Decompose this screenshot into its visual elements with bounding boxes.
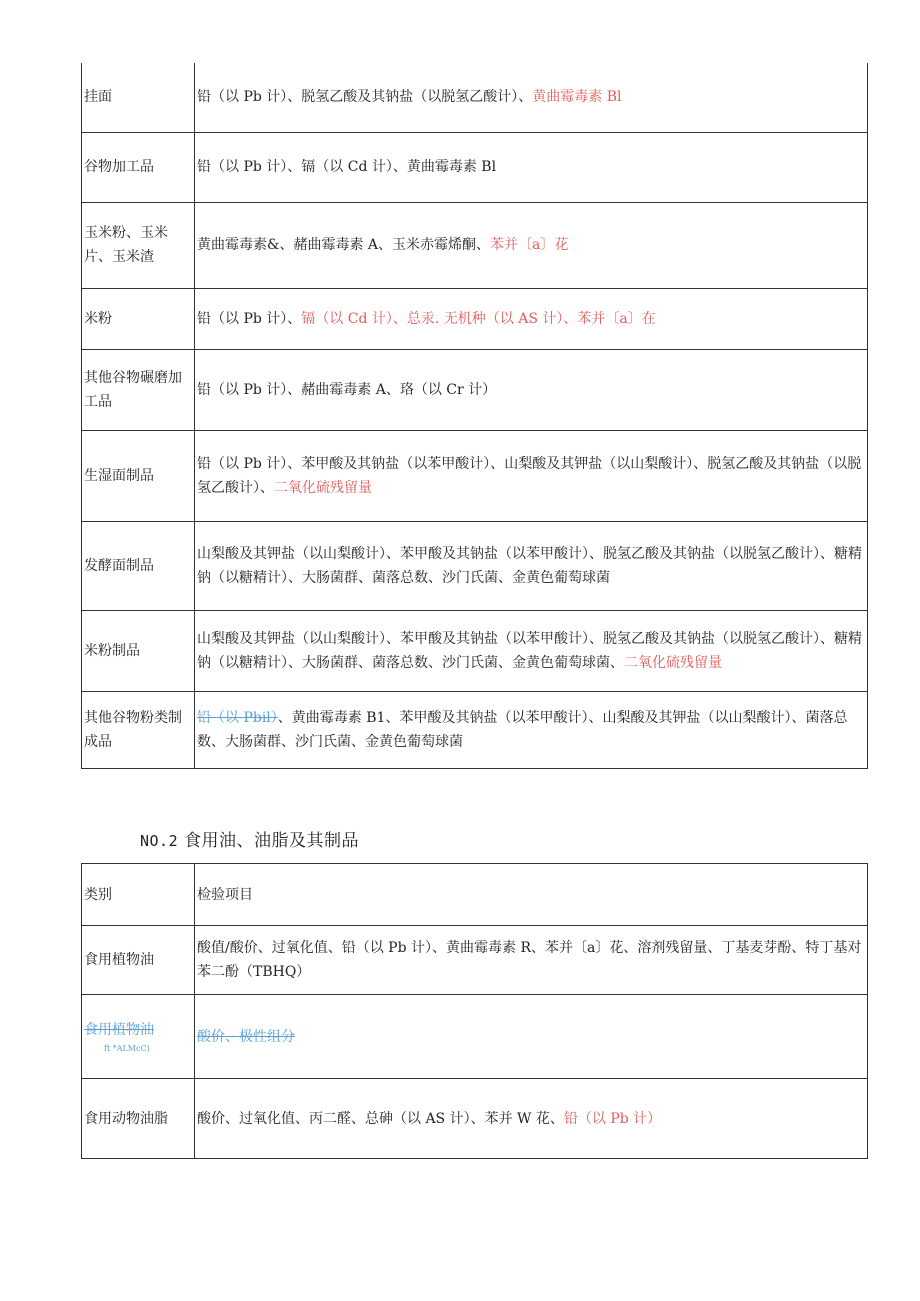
table-row	[82, 202, 868, 288]
category-cell: 生湿面制品	[82, 430, 195, 521]
item-text: 铅（以 Pb 计）、镉（以 Cd 计）、黄曲霉毒素 Bl	[197, 159, 497, 175]
highlighted-item-text: 苯并〔a〕花	[490, 237, 569, 253]
items-cell	[195, 1079, 868, 1159]
table-row	[82, 430, 868, 521]
item-text: 黄曲霉毒素&、赭曲霉毒素 A、玉米赤霉烯酮、	[197, 237, 491, 253]
table-row	[82, 349, 868, 430]
category-cell-struck	[82, 995, 195, 1079]
inspection-table-oils	[81, 863, 868, 1159]
items-cell	[195, 521, 868, 610]
highlighted-item-text: 黄曲霉毒素 Bl	[532, 89, 622, 106]
category-cell: 挂面	[82, 63, 195, 132]
highlighted-item-text: 镉（以 Cd 计）、总汞. 无机种（以 AS 计）、苯并〔a〕在	[301, 310, 656, 327]
table-header-row	[82, 864, 868, 926]
items-cell	[195, 132, 868, 202]
item-text: 、黄曲霉毒素 B1、苯甲酸及其钠盐（以苯甲酸计）、山梨酸及其钾盐（以山梨酸计）、菌落总数、大肠菌群、沙门氏菌、金黄色葡萄球菌	[197, 709, 848, 750]
item-text: 山梨酸及其钾盐（以山梨酸计）、苯甲酸及其钠盐（以苯甲酸计）、脱氢乙酸及其钠盐（以脱氢乙酸计）、糖精钠（以糖精计）、大肠菌群、菌落总数、沙门氏菌、金黄色葡萄球菌、	[197, 630, 862, 671]
items-cell	[195, 202, 868, 288]
table-row	[82, 521, 868, 610]
items-cell	[195, 926, 868, 995]
table-row	[82, 995, 868, 1079]
category-cell: 食用植物油	[82, 926, 195, 995]
highlighted-item-text: 二氧化硫残留量	[274, 479, 372, 496]
table-row	[82, 610, 868, 691]
item-text: 酸值/酸价、过氧化值、铅（以 Pb 计）、黄曲霉毒素 R、苯并〔a〕花、溶剂残留量、丁基麦芽酚、特丁基对苯二酚（TBHQ）	[197, 940, 862, 980]
category-cell: 玉米粉、玉米片、玉米渣	[82, 202, 195, 288]
items-cell	[195, 995, 868, 1079]
section-number: NO.2	[140, 832, 179, 850]
inspection-table-grains	[81, 63, 868, 769]
items-cell	[195, 63, 868, 132]
header-category: 类别	[82, 864, 195, 926]
category-cell: 食用动物油脂	[82, 1079, 195, 1159]
struck-item-text: 铅（以 Pbil）	[197, 709, 278, 726]
item-text: 铅（以 Pb 计）、苯甲酸及其钠盐（以苯甲酸计）、山梨酸及其钾盐（以山梨酸计）、脱氢乙酸及其钠盐（以脱氢乙酸计）、	[197, 455, 862, 496]
table-row	[82, 63, 868, 132]
category-cell: 米粉	[82, 288, 195, 349]
struck-item-text: 酸价、极性组分	[197, 1028, 295, 1045]
category-struck-text: 食用植物油	[84, 1021, 154, 1038]
item-text: 铅（以 Pb 计）、	[197, 310, 302, 327]
category-cell: 谷物加工品	[82, 132, 195, 202]
table-row	[82, 132, 868, 202]
table1-body	[82, 63, 868, 768]
items-cell	[195, 610, 868, 691]
category-note: ft *ALMcC)	[104, 1043, 150, 1053]
category-cell: 其他谷物粉类制成品	[82, 691, 195, 768]
table-row	[82, 691, 868, 768]
header-items: 检验项目	[195, 864, 868, 926]
category-cell: 发酵面制品	[82, 521, 195, 610]
table2-body	[82, 864, 868, 1159]
items-cell	[195, 691, 868, 768]
section-title-text: 食用油、油脂及其制品	[184, 831, 360, 851]
table-row	[82, 288, 868, 349]
highlighted-item-text: 二氧化硫残留量	[624, 654, 722, 671]
category-cell: 米粉制品	[82, 610, 195, 691]
item-text: 铅（以 Pb 计）、赭曲霉毒素 A、珞（以 Cr 计）	[197, 381, 497, 398]
table-row	[82, 1079, 868, 1159]
item-text: 铅（以 Pb 计）、脱氢乙酸及其钠盐（以脱氢乙酸计）、	[197, 89, 533, 106]
items-cell	[195, 430, 868, 521]
item-text: 酸价、过氧化值、丙二醛、总砷（以 AS 计）、苯并 W 花、	[197, 1110, 564, 1127]
highlighted-item-text: 铅（以 Pb 计）	[563, 1110, 662, 1127]
category-cell: 其他谷物碾磨加工品	[82, 349, 195, 430]
items-cell	[195, 288, 868, 349]
table-row	[82, 926, 868, 995]
item-text: 山梨酸及其钾盐（以山梨酸计）、苯甲酸及其钠盐（以苯甲酸计）、脱氢乙酸及其钠盐（以脱氢乙酸计）、糖精钠（以糖精计）、大肠菌群、菌落总数、沙门氏菌、金黄色葡萄球菌	[197, 545, 862, 586]
items-cell	[195, 349, 868, 430]
section-title	[140, 826, 359, 851]
